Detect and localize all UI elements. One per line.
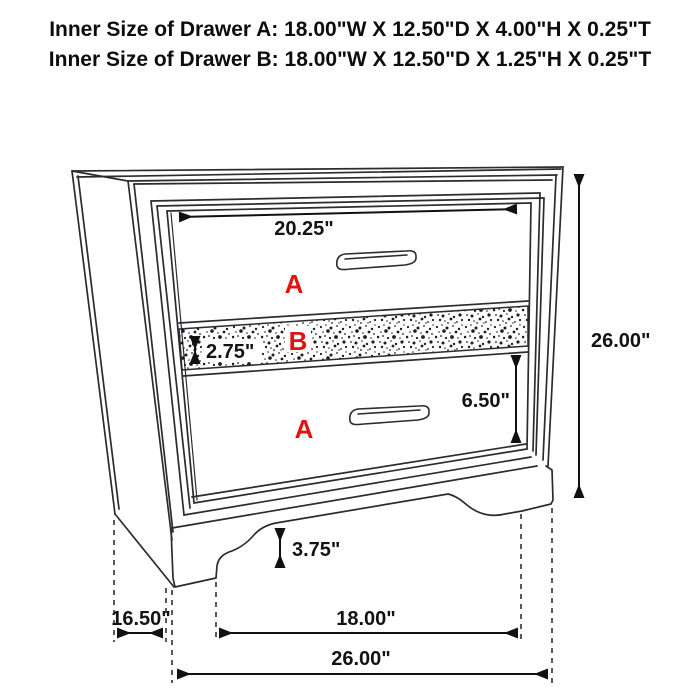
label-overall-height: 26.00" (591, 330, 651, 352)
label-inner-top-width: 20.25" (274, 218, 334, 240)
frame-bottom-moldings (172, 449, 537, 528)
label-drawer-width: 18.00" (336, 608, 396, 630)
label-leg-height: 3.75" (292, 539, 341, 561)
base-and-legs (171, 466, 553, 587)
bottom-drawer-handle (350, 406, 429, 425)
label-side-depth: 16.50" (111, 608, 171, 630)
drawer-a-size-text: Inner Size of Drawer A: 18.00"W X 12.50"D X 4.00"H X 0.25"T (49, 18, 651, 41)
drawer-a-bottom-label: A (294, 414, 314, 444)
drawer-b-size-text: Inner Size of Drawer B: 18.00"W X 12.50"D X 1.25"H X 0.25"T (48, 48, 652, 71)
drawer-b-label: B (288, 326, 308, 356)
drawer-a-top-label: A (284, 269, 304, 299)
top-drawer-handle (337, 251, 416, 270)
frame-right-edges (527, 167, 563, 466)
label-strip-height: 2.75" (206, 341, 255, 363)
cabinet-top (72, 167, 563, 211)
label-lower-drawer-height: 6.50" (461, 390, 510, 412)
label-overall-width: 26.00" (331, 648, 391, 670)
cabinet-left-side-panel (72, 171, 174, 587)
